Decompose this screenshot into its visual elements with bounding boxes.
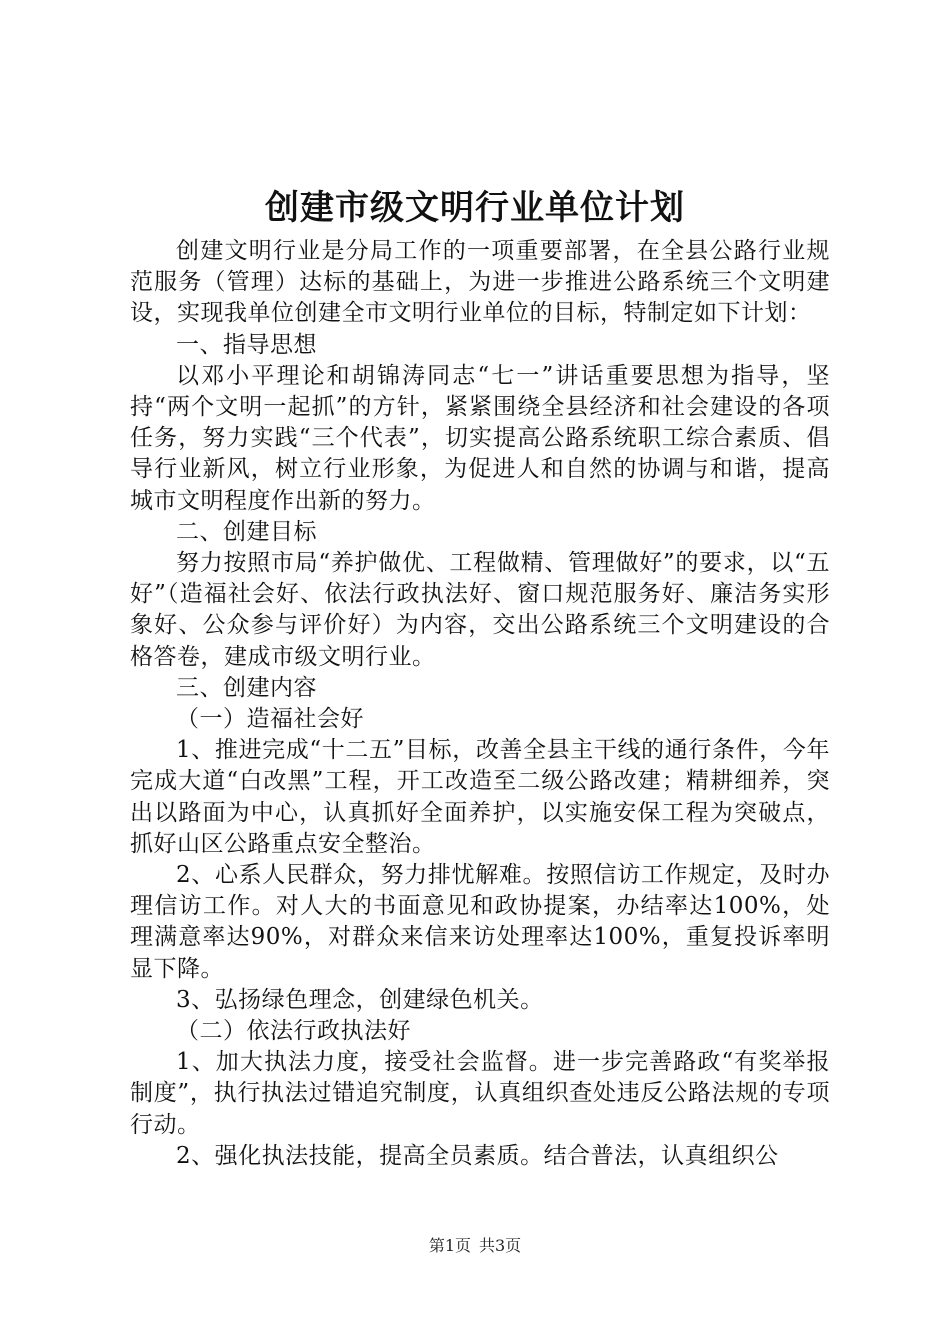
paragraph-goals: 努力按照市局“养护做优、工程做精、管理做好”的要求，以“五好”（造福社会好、依法行政执法好、窗口规范服务好、廉洁务实形象好、公众参与评价好）为内容，交出公路系统三个文明建设的合格答卷，建成市级文明行业。: [130, 550, 830, 670]
paragraph-item-2: 2、心系人民群众，努力排忧解难。按照信访工作规定，及时办理信访工作。对人大的书面意见和政协提案，办结率达100%，处理满意率达90%，对群众来信来访处理率达100%，重复投诉率明显下降。: [130, 862, 830, 982]
document-title: 创建市级文明行业单位计划: [265, 188, 685, 228]
paragraph-enforcement-item-2: 2、强化执法技能，提高全员素质。结合普法，认真组织公: [176, 1142, 779, 1169]
paragraph-guiding-ideology: 以邓小平理论和胡锦涛同志“七一”讲话重要思想为指导，坚持“两个文明一起抓”的方针，紧紧围绕全县经济和社会建设的各项任务，努力实践“三个代表”，切实提高公路系统职工综合素质、倡导行业新风，树立行业形象，为促进人和自然的协调与和谐，提高城市文明程度作出新的努力。: [130, 362, 830, 514]
paragraph-item-1: 1、推进完成“十二五”目标，改善全县主干线的通行条件，今年完成大道“白改黑”工程，开工改造至二级公路改建；精耕细养，突出以路面为中心，认真抓好全面养护，以实施安保工程为突破点，抓好山区公路重点安全整治。: [130, 737, 830, 857]
subsection-heading-benefit-society: （一）造福社会好: [176, 706, 364, 733]
page-total: 共3页: [479, 1236, 522, 1255]
document-body: [130, 236, 830, 1172]
paragraph-item-3: 3、弘扬绿色理念，创建绿色机关。: [176, 986, 544, 1013]
section-heading-goals: 二、创建目标: [176, 518, 317, 545]
section-heading-content: 三、创建内容: [176, 674, 317, 701]
section-heading-guiding-ideology: 一、指导思想: [176, 331, 317, 358]
intro-paragraph: 创建文明行业是分局工作的一项重要部署，在全县公路行业规范服务（管理）达标的基础上，为进一步推进公路系统三个文明建设，实现我单位创建全市文明行业单位的目标，特制定如下计划：: [130, 238, 830, 327]
page-footer: [0, 1236, 950, 1256]
page-number: 第1页: [428, 1236, 471, 1255]
paragraph-enforcement-item-1: 1、加大执法力度，接受社会监督。进一步完善路政“有奖举报制度”，执行执法过错追究制度，认真组织查处违反公路法规的专项行动。: [130, 1049, 830, 1138]
subsection-heading-law-enforcement: （二）依法行政执法好: [176, 1018, 411, 1045]
